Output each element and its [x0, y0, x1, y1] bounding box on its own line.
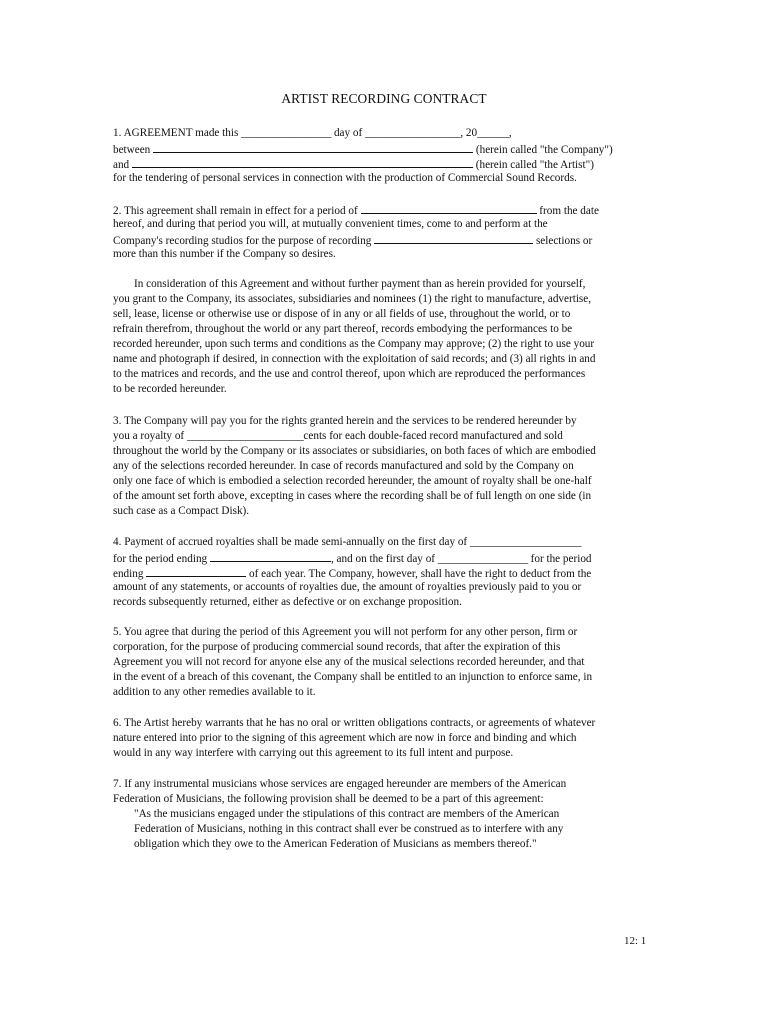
- royalty-line: only one face of which is embodied a selection recorded hereunder, the amount of royalty shall be one-half: [113, 475, 592, 487]
- section-4-payment: [113, 535, 658, 610]
- section-2-term: [113, 202, 658, 262]
- consideration-line: you grant to the Company, its associates, subsidiaries and nominees (1) the right to manufacture, advertise,: [113, 293, 592, 305]
- section-1-agreement: [113, 126, 658, 186]
- second-period-ending-blank: [146, 565, 246, 577]
- payment-line-5: records subsequently returned, either as defective or on exchange proposition.: [113, 596, 462, 608]
- consideration-line: to the matrices and records, and the use and control thereof, upon which are reproduced the performances: [113, 368, 586, 380]
- afm-quote-line: "As the musicians engaged under the stipulations of this contract are members of the American: [134, 808, 560, 820]
- agreement-text: (herein called "the Company"): [473, 144, 613, 156]
- consideration-line: to be recorded hereunder.: [113, 383, 227, 395]
- date-day-blank: _________________: [241, 127, 332, 139]
- agreement-line-2: [113, 141, 658, 156]
- agreement-line-3: [113, 156, 658, 171]
- selections-count-blank: [374, 232, 533, 244]
- exclusivity-line: corporation, for the purpose of producing commercial sound records, that after the expiration of this: [113, 641, 561, 653]
- royalty-line: of the amount set forth above, excepting in cases where the recording shall be of full length on one side (in: [113, 490, 592, 502]
- agreement-line-4: for the tendering of personal services in connection with the production of Commercial Sound Records.: [113, 172, 577, 184]
- term-period-blank: [361, 202, 537, 214]
- agreement-text: , 20: [460, 127, 478, 139]
- section-3-royalty: [113, 414, 658, 519]
- royalty-cents-blank: ______________________: [186, 430, 304, 442]
- exclusivity-line: 5. You agree that during the period of this Agreement you will not perform for any other person, firm or: [113, 626, 578, 638]
- warranty-line: 6. The Artist hereby warrants that he has no oral or written obligations contracts, or agreements of whatever: [113, 717, 596, 729]
- payment-line-2: [113, 550, 658, 565]
- payment-text: , and on the first day of: [330, 553, 438, 565]
- payment-line-1: [113, 535, 658, 550]
- term-text: Company's recording studios for the purpose of recording: [113, 235, 375, 247]
- term-line-1: [113, 202, 658, 217]
- royalty-line: [113, 429, 658, 444]
- agreement-text: ,: [508, 127, 512, 139]
- term-text: selections or: [533, 235, 593, 247]
- consideration-line: refrain therefrom, throughout the world or any part thereof, records embodying the performances to be: [113, 323, 573, 335]
- agreement-text: and: [113, 159, 132, 171]
- term-line-3: [113, 232, 658, 247]
- date-month-blank: __________________: [365, 127, 461, 139]
- second-payment-day-blank: _________________: [437, 553, 528, 565]
- payment-first-day-blank: _____________________: [469, 536, 582, 548]
- company-name-blank: [153, 141, 473, 153]
- payment-text: for the period: [527, 553, 592, 565]
- term-line-4: more than this number if the Company so desires.: [113, 248, 336, 260]
- royalty-line: throughout the world by the Company or its associates or subsidiaries, on both faces of which are embodied: [113, 445, 596, 457]
- date-year-blank: ______: [477, 127, 509, 139]
- payment-line-4: amount of any statements, or accounts of royalties due, the amount of royalties previously paid to you or: [113, 581, 582, 593]
- afm-quote-line: Federation of Musicians, nothing in this contract shall ever be construed as to interfere with any: [134, 823, 564, 835]
- musicians-line: 7. If any instrumental musicians whose services are engaged hereunder are members of the American: [113, 778, 567, 790]
- warranty-line: would in any way interfere with carrying out this agreement to its full intent and purpose.: [113, 747, 514, 759]
- section-7-musicians: [113, 777, 658, 852]
- artist-name-blank: [132, 156, 473, 168]
- exclusivity-line: in the event of a breach of this covenant, the Company shall be entitled to an injunction to enforce same, in: [113, 671, 593, 683]
- document-title: ARTIST RECORDING CONTRACT: [281, 91, 487, 106]
- afm-quote-line: obligation which they owe to the American Federation of Musicians as members thereof.": [134, 838, 537, 850]
- consideration-text: In consideration of this Agreement and without further payment than as herein provided for yourself,: [134, 278, 586, 290]
- payment-text: ending: [113, 568, 147, 580]
- period-ending-blank: [210, 550, 331, 562]
- royalty-line: such case as a Compact Disk).: [113, 505, 250, 517]
- term-line-2: hereof, and during that period you will, at mutually convenient times, come to and perform at the: [113, 218, 548, 230]
- agreement-text: 1. AGREEMENT made this: [113, 127, 242, 139]
- agreement-text: (herein called "the Artist"): [472, 159, 594, 171]
- payment-text: for the period ending: [113, 553, 210, 565]
- consideration-line: name and photograph if desired, in connection with the exploitation of said records; and (3) all rights in and: [113, 353, 596, 365]
- royalty-text: you a royalty of: [113, 430, 187, 442]
- consideration-line: recorded hereunder, upon such terms and conditions as the Company may approve; (2) the right to use your: [113, 338, 595, 350]
- consideration-line: [113, 277, 658, 292]
- payment-line-3: [113, 565, 658, 580]
- exclusivity-line: Agreement you will not record for anyone else any of the musical selections recorded hereunder, and that: [113, 656, 585, 668]
- payment-text: 4. Payment of accrued royalties shall be made semi-annually on the first day of: [113, 536, 470, 548]
- agreement-text: day of: [331, 127, 366, 139]
- section-6-warranty: [113, 716, 658, 761]
- term-text: 2. This agreement shall remain in effect for a period of: [113, 205, 361, 217]
- term-text: from the date: [536, 205, 599, 217]
- agreement-text: between: [113, 144, 154, 156]
- payment-text: of each year. The Company, however, shall have the right to deduct from the: [246, 568, 592, 580]
- agreement-line-1: [113, 126, 658, 141]
- exclusivity-line: addition to any other remedies available to it.: [113, 686, 316, 698]
- page-number: 12: 1: [624, 935, 647, 947]
- musicians-line: Federation of Musicians, the following provision shall be deemed to be a part of this agreement:: [113, 793, 544, 805]
- section-5-exclusivity: [113, 625, 658, 700]
- royalty-line: any of the selections recorded hereunder. In case of records manufactured and sold by the Company on: [113, 460, 574, 472]
- consideration-paragraph: [113, 277, 658, 397]
- consideration-line: sell, lease, license or otherwise use or dispose of in any or all fields of use, throughout the world, or to: [113, 308, 571, 320]
- royalty-line: 3. The Company will pay you for the rights granted herein and the services to be rendered hereunder by: [113, 415, 577, 427]
- warranty-line: nature entered into prior to the signing of this agreement which are now in force and binding and which: [113, 732, 577, 744]
- royalty-text: cents for each double-faced record manufactured and sold: [303, 430, 563, 442]
